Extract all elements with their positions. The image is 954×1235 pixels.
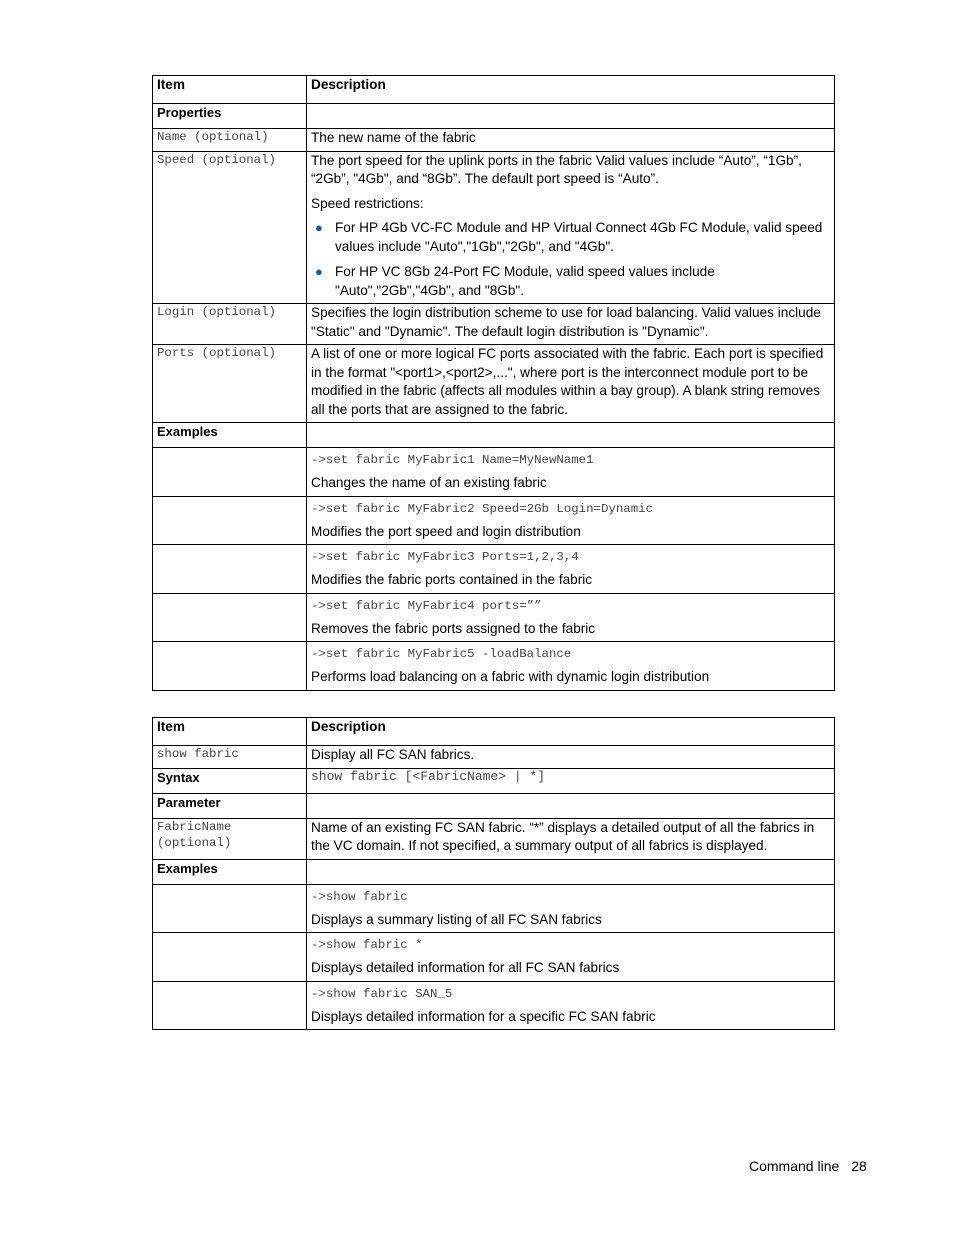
parameter-fabricname: FabricName (optional) xyxy=(153,818,307,859)
example-desc: Changes the name of an existing fabric xyxy=(311,475,547,490)
section-row xyxy=(153,104,835,129)
table-row xyxy=(153,345,835,423)
command-desc: Display all FC SAN fabrics. xyxy=(307,746,835,769)
list-item: ● For HP 4Gb VC-FC Module and HP Virtual Connect 4Gb FC Module, valid speed values include "Auto","1Gb","2Gb", and "4Gb". xyxy=(315,220,823,254)
table-row xyxy=(153,818,835,859)
example-row xyxy=(153,884,835,933)
property-ports: Ports (optional) xyxy=(153,345,307,423)
example-code: ->set fabric MyFabric5 -loadBalance xyxy=(311,647,572,661)
example-row xyxy=(153,642,835,691)
example-row xyxy=(153,496,835,545)
bullet-icon: ● xyxy=(315,264,323,279)
example-code: ->set fabric MyFabric1 Name=MyNewName1 xyxy=(311,453,594,467)
example-row xyxy=(153,981,835,1030)
header-description: Description xyxy=(307,76,835,104)
property-speed: Speed (optional) xyxy=(153,151,307,304)
property-name-desc: The new name of the fabric xyxy=(307,129,835,152)
property-speed-desc xyxy=(307,151,835,304)
section-properties: Properties xyxy=(153,104,307,129)
example-desc: Removes the fabric ports assigned to the fabric xyxy=(311,620,596,636)
table-row xyxy=(153,129,835,152)
example-row xyxy=(153,933,835,982)
example-desc: Performs load balancing on a fabric with dynamic login distribution xyxy=(311,669,710,684)
table-row xyxy=(153,304,835,345)
example-code: ->set fabric MyFabric4 ports=”” xyxy=(311,598,542,613)
header-item: Item xyxy=(153,718,307,746)
parameter-fabricname-desc: Name of an existing FC SAN fabric. “*” displays a detailed output of all the fabrics in the VC domain. If not specified, a summary output of all fabrics is displayed. xyxy=(307,818,835,859)
list-item: ● For HP VC 8Gb 24-Port FC Module, valid speed values include "Auto","2Gb","4Gb", and "8Gb". xyxy=(315,264,715,298)
table-header-row xyxy=(153,76,835,104)
table-row xyxy=(153,746,835,769)
property-login: Login (optional) xyxy=(153,304,307,345)
example-row xyxy=(153,448,835,497)
speed-restrictions-list xyxy=(311,219,830,300)
speed-restrictions-label: Speed restrictions: xyxy=(311,195,424,211)
example-desc: Displays a summary listing of all FC SAN fabrics xyxy=(311,911,602,927)
show-fabric-table xyxy=(152,717,835,1030)
section-syntax: Syntax xyxy=(153,768,307,793)
set-fabric-table xyxy=(152,75,835,691)
table-header-row xyxy=(153,718,835,746)
example-code: ->set fabric MyFabric2 Speed=2Gb Login=Dynamic xyxy=(311,501,654,516)
bullet-icon: ● xyxy=(315,220,323,235)
speed-desc-text: The port speed for the uplink ports in the fabric Valid values include “Auto”, “1Gb”, “2Gb”, "4Gb", and “8Gb”. The default port speed is “Auto”. xyxy=(311,152,802,186)
section-examples: Examples xyxy=(153,859,307,884)
header-item: Item xyxy=(153,76,307,104)
property-name: Name (optional) xyxy=(153,129,307,152)
syntax-code: show fabric [<FabricName> | *] xyxy=(307,768,835,793)
section-row xyxy=(153,793,835,818)
footer-section: Command line xyxy=(749,1158,840,1174)
example-desc: Modifies the fabric ports contained in the fabric xyxy=(311,572,593,587)
table-row xyxy=(153,151,835,304)
header-description: Description xyxy=(307,718,835,746)
example-desc: Displays detailed information for all FC SAN fabrics xyxy=(311,960,620,975)
example-desc: Modifies the port speed and login distribution xyxy=(311,523,581,539)
page-number: 28 xyxy=(851,1158,867,1174)
example-desc: Displays detailed information for a specific FC SAN fabric xyxy=(311,1008,656,1024)
section-row xyxy=(153,768,835,793)
example-row xyxy=(153,593,835,642)
command-name: show fabric xyxy=(153,746,307,769)
page-footer xyxy=(749,1158,867,1174)
section-examples: Examples xyxy=(153,423,307,448)
section-row xyxy=(153,423,835,448)
section-parameter: Parameter xyxy=(153,793,307,818)
section-row xyxy=(153,859,835,884)
property-ports-desc: A list of one or more logical FC ports associated with the fabric. Each port is specified in the format "<port1>,<port2>,...", where port is the interconnect module port to be modified in the fabric (affects all modules within a bay group). A blank string removes all the ports that are assigned to the fabric. xyxy=(307,345,835,423)
example-code: ->set fabric MyFabric3 Ports=1,2,3,4 xyxy=(311,550,579,564)
example-code: ->show fabric * xyxy=(311,938,423,952)
example-row xyxy=(153,545,835,594)
property-login-desc: Specifies the login distribution scheme to use for load balancing. Valid values include "Static" and "Dynamic". The default login distribution is "Dynamic". xyxy=(307,304,835,345)
example-code: ->show fabric xyxy=(311,889,408,904)
example-code: ->show fabric SAN_5 xyxy=(311,986,453,1001)
